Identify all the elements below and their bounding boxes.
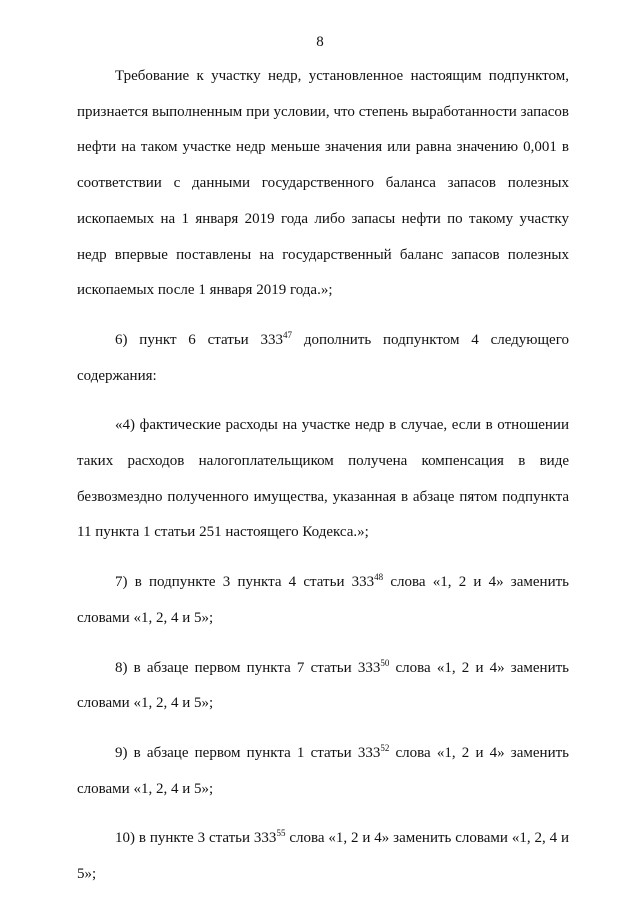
paragraph-item-7-after: слова «1, 2 и 4» заменить словами «1, 2, 4 и 5»; bbox=[77, 574, 569, 626]
paragraph-item-10-superscript: 55 bbox=[276, 828, 286, 839]
paragraph-item-9-after: слова «1, 2 и 4» заменить словами «1, 2, 4 и 5»; bbox=[77, 744, 569, 797]
paragraph-item-8-after: слова «1, 2 и 4» заменить словами «1, 2, 4 и 5»; bbox=[77, 659, 569, 712]
page-number: 8 bbox=[316, 34, 324, 50]
paragraph-item-10 bbox=[77, 821, 569, 892]
paragraph-item-9-before: 9) в абзаце первом пункта 1 статьи 333 bbox=[115, 744, 381, 761]
paragraph-item-7 bbox=[77, 565, 569, 636]
paragraph-quote-item-4: «4) фактические расходы на участке недр в случае, если в отношении таких расходов налогоплательщиком получена компенсация в виде безвозмездно полученного имущества, указанная в абзаце пятом подпункта 11 пункта 1 статьи 251 настоящего Кодекса.»; bbox=[77, 417, 569, 541]
paragraph-item-8-superscript: 50 bbox=[380, 657, 390, 668]
paragraph-item-7-before: 7) в подпункте 3 пункта 4 статьи 333 bbox=[115, 574, 375, 591]
paragraph-item-6-before: 6) пункт 6 статьи 333 bbox=[115, 331, 284, 348]
paragraph-item-6-superscript: 47 bbox=[283, 329, 293, 340]
paragraph-item-10-before: 10) в пункте 3 статьи 333 bbox=[115, 830, 277, 847]
paragraph-item-6 bbox=[77, 323, 569, 394]
paragraph-item-9 bbox=[77, 736, 569, 807]
paragraph-item-6-after: дополнить подпунктом 4 следующего содержания: bbox=[77, 331, 569, 384]
paragraph-item-7-superscript: 48 bbox=[374, 572, 384, 583]
paragraph-requirement: Требование к участку недр, установленное настоящим подпунктом, признается выполненным при условии, что степень выработанности запасов нефти на таком участке недр меньше значения или равна значению 0,001 в соответствии с данными государственного баланса запасов полезных ископаемых на 1 января 2019 года либо запасы нефти по такому участку недр впервые поставлены на государственный баланс запасов полезных ископаемых после 1 января 2019 года.»; bbox=[77, 68, 569, 299]
document-body bbox=[77, 59, 569, 893]
paragraph-item-8-before: 8) в абзаце первом пункта 7 статьи 333 bbox=[115, 659, 381, 676]
paragraph-item-10-after: слова «1, 2 и 4» заменить словами «1, 2, 4 и 5»; bbox=[77, 830, 569, 883]
paragraph-item-9-superscript: 52 bbox=[380, 742, 390, 753]
paragraph-item-8 bbox=[77, 651, 569, 722]
